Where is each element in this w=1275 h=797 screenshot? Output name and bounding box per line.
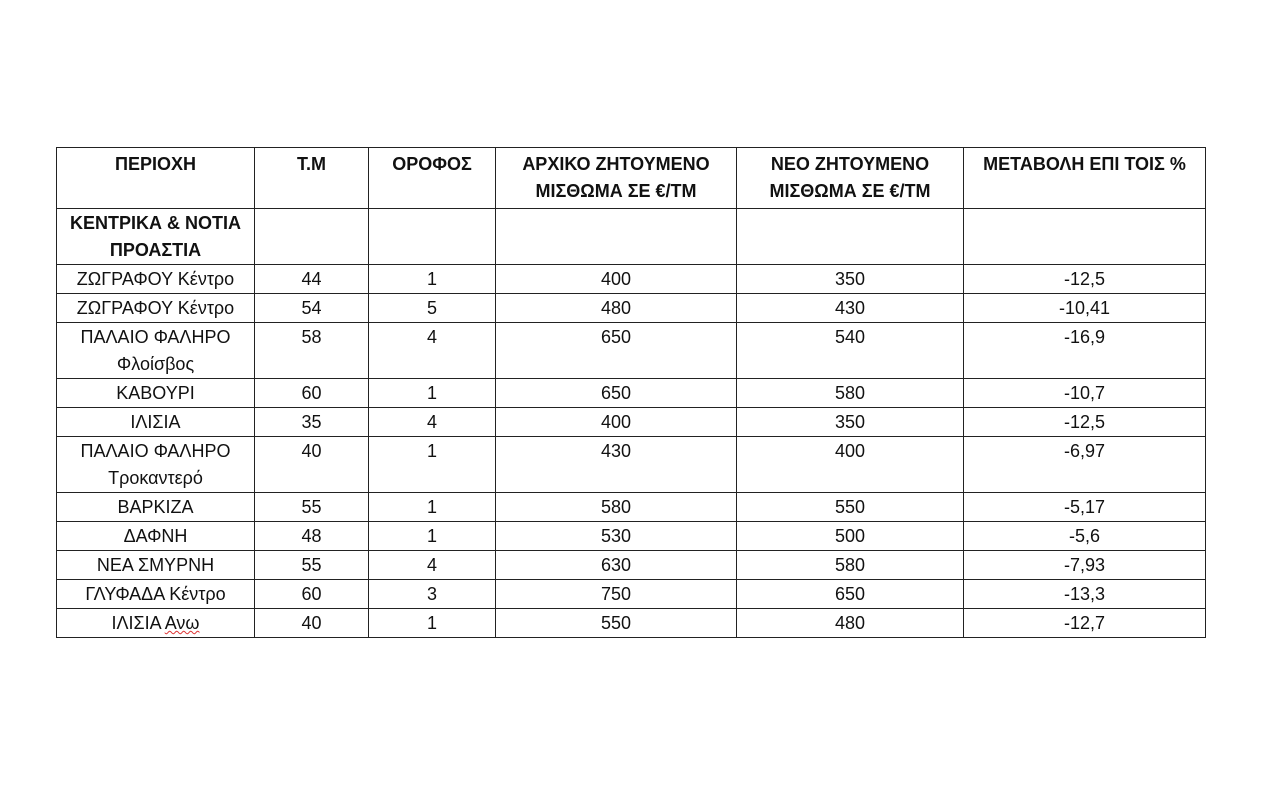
cell-change: -7,93: [964, 551, 1206, 580]
cell-floor: 3: [369, 580, 496, 609]
header-sqm: Τ.Μ: [255, 148, 369, 209]
cell-area: ΖΩΓΡΑΦΟΥ Κέντρο: [57, 265, 255, 294]
table-row: [57, 323, 1206, 379]
cell-new: 500: [737, 522, 964, 551]
cell-initial: 650: [496, 323, 737, 379]
cell-floor: 1: [369, 493, 496, 522]
cell-new: 350: [737, 408, 964, 437]
cell-area: ΔΑΦΝΗ: [57, 522, 255, 551]
cell-new: 580: [737, 551, 964, 580]
cell-sqm: 35: [255, 408, 369, 437]
table-row: [57, 265, 1206, 294]
cell-initial: 400: [496, 265, 737, 294]
cell-sqm: 60: [255, 580, 369, 609]
table-row: [57, 379, 1206, 408]
cell-new: 650: [737, 580, 964, 609]
cell-area: ΓΛΥΦΑΔΑ Κέντρο: [57, 580, 255, 609]
cell-initial: 630: [496, 551, 737, 580]
cell-new: 580: [737, 379, 964, 408]
cell-floor: 4: [369, 551, 496, 580]
cell-sqm: 40: [255, 609, 369, 638]
cell-change: -10,41: [964, 294, 1206, 323]
cell-initial: 480: [496, 294, 737, 323]
cell-area: ΒΑΡΚΙΖΑ: [57, 493, 255, 522]
cell-new: 350: [737, 265, 964, 294]
cell-initial: 430: [496, 437, 737, 493]
cell-area: ΚΑΒΟΥΡΙ: [57, 379, 255, 408]
cell-initial: 530: [496, 522, 737, 551]
cell-new: 480: [737, 609, 964, 638]
cell-change: -5,6: [964, 522, 1206, 551]
cell-sqm: 58: [255, 323, 369, 379]
spellcheck-word: Ανω: [164, 613, 200, 633]
section-label: ΚΕΝΤΡΙΚΑ & ΝΟΤΙΑ ΠΡΟΑΣΤΙΑ: [57, 209, 255, 265]
cell-new: 540: [737, 323, 964, 379]
cell-floor: 1: [369, 609, 496, 638]
cell-change: -5,17: [964, 493, 1206, 522]
cell-floor: 4: [369, 323, 496, 379]
cell-change: -16,9: [964, 323, 1206, 379]
cell-floor: 5: [369, 294, 496, 323]
table-row: [57, 609, 1206, 638]
cell-sqm: 55: [255, 551, 369, 580]
cell-sqm: 48: [255, 522, 369, 551]
cell-area: ΙΛΙΣΙΑ: [57, 408, 255, 437]
cell-floor: 1: [369, 265, 496, 294]
table-row: [57, 580, 1206, 609]
cell-floor: 4: [369, 408, 496, 437]
cell-sqm: 55: [255, 493, 369, 522]
cell-initial: 750: [496, 580, 737, 609]
cell-floor: 1: [369, 522, 496, 551]
cell-area: ΠΑΛΑΙΟ ΦΑΛΗΡΟ Τροκαντερό: [57, 437, 255, 493]
cell-change: -12,5: [964, 408, 1206, 437]
cell-area: ΠΑΛΑΙΟ ΦΑΛΗΡΟ Φλοίσβος: [57, 323, 255, 379]
cell-change: -10,7: [964, 379, 1206, 408]
cell-initial: 580: [496, 493, 737, 522]
cell-new: 550: [737, 493, 964, 522]
header-row: [57, 148, 1206, 209]
cell-sqm: 40: [255, 437, 369, 493]
cell-area: ΝΕΑ ΣΜΥΡΝΗ: [57, 551, 255, 580]
cell-change: -13,3: [964, 580, 1206, 609]
cell-change: -12,7: [964, 609, 1206, 638]
cell-sqm: 44: [255, 265, 369, 294]
cell-sqm: 54: [255, 294, 369, 323]
cell-floor: 1: [369, 379, 496, 408]
header-area: ΠΕΡΙΟΧΗ: [57, 148, 255, 209]
cell-new: 430: [737, 294, 964, 323]
header-initial-rent: ΑΡΧΙΚΟ ΖΗΤΟΥΜΕΝΟ ΜΙΣΘΩΜΑ ΣΕ €/ΤΜ: [496, 148, 737, 209]
cell-initial: 400: [496, 408, 737, 437]
section-row: [57, 209, 1206, 265]
cell-area: ΖΩΓΡΑΦΟΥ Κέντρο: [57, 294, 255, 323]
cell-area: ΙΛΙΣΙΑ Ανω: [57, 609, 255, 638]
rent-table: [56, 147, 1206, 638]
table-row: [57, 493, 1206, 522]
cell-initial: 650: [496, 379, 737, 408]
cell-sqm: 60: [255, 379, 369, 408]
table-row: [57, 522, 1206, 551]
table-row: [57, 551, 1206, 580]
header-new-rent: ΝΕΟ ΖΗΤΟΥΜΕΝΟ ΜΙΣΘΩΜΑ ΣΕ €/ΤΜ: [737, 148, 964, 209]
table-row: [57, 294, 1206, 323]
cell-floor: 1: [369, 437, 496, 493]
cell-change: -12,5: [964, 265, 1206, 294]
table-row: [57, 437, 1206, 493]
cell-change: -6,97: [964, 437, 1206, 493]
cell-new: 400: [737, 437, 964, 493]
header-change: ΜΕΤΑΒΟΛΗ ΕΠΙ ΤΟΙΣ %: [964, 148, 1206, 209]
table-row: [57, 408, 1206, 437]
header-floor: ΟΡΟΦΟΣ: [369, 148, 496, 209]
cell-initial: 550: [496, 609, 737, 638]
